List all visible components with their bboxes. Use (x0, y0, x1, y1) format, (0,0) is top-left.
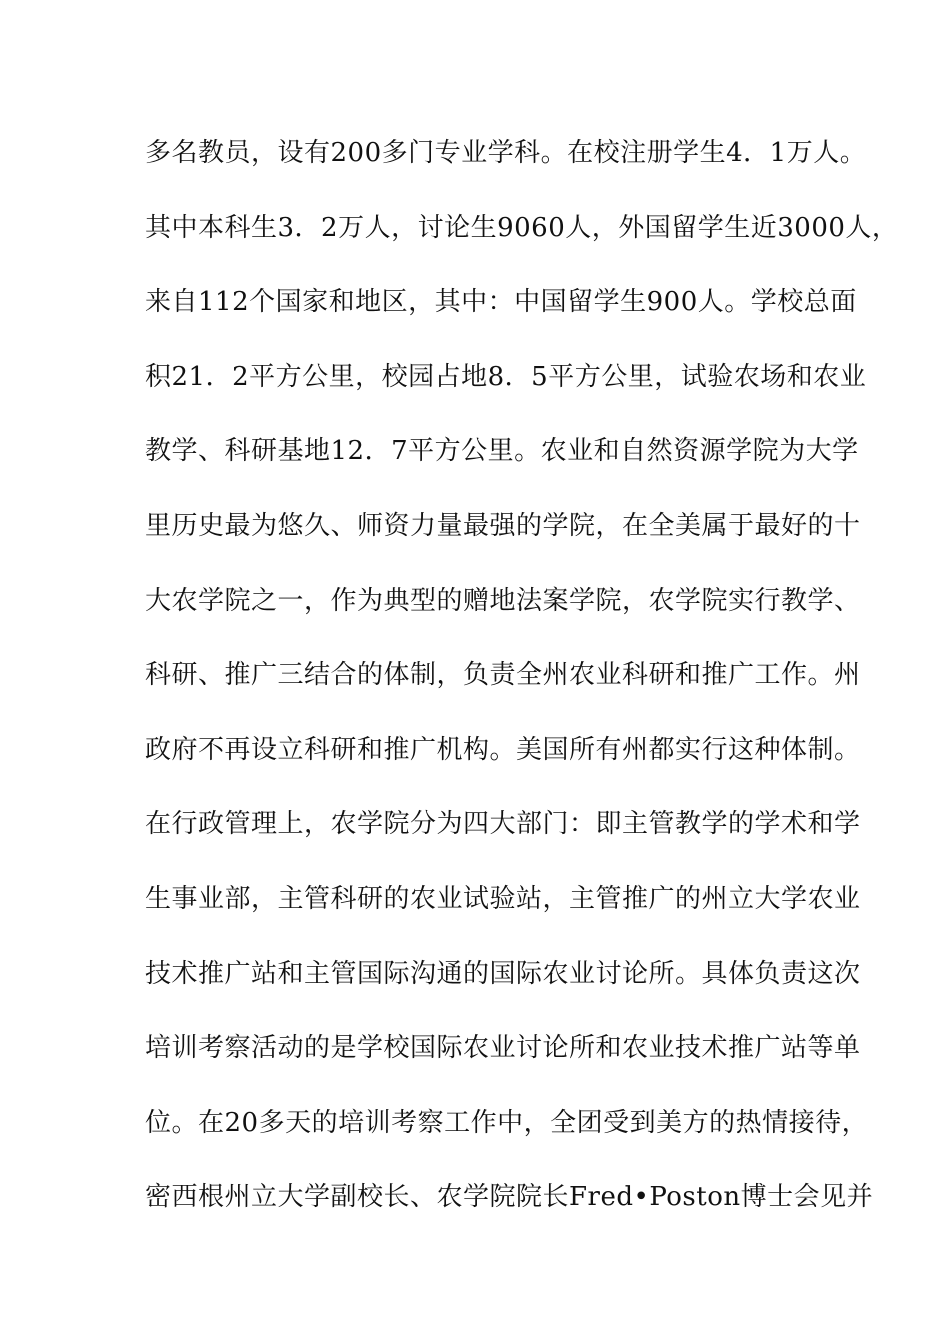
text-line: 位。在20多天的培训考察工作中，全团受到美方的热情接待， (145, 1107, 869, 1138)
text-line: 培训考察活动的是学校国际农业讨论所和农业技术推广站等单 (145, 1033, 861, 1064)
text-line: 教学、科研基地12．7平方公里。农业和自然资源学院为大学 (145, 436, 859, 467)
text-line: 技术推广站和主管国际沟通的国际农业讨论所。具体负责这次 (145, 958, 861, 989)
text-line: 来自112个国家和地区，其中：中国留学生900人。学校总面 (145, 287, 857, 318)
text-line: 多名教员，设有200多门专业学科。在校注册学生4．1万人。 (145, 138, 867, 168)
text-line: 政府不再设立科研和推广机构。美国所有州都实行这种体制。 (145, 734, 861, 765)
body-text (145, 130, 899, 1249)
text-line: 积21．2平方公里，校园占地8．5平方公里，试验农场和农业 (145, 361, 867, 392)
text-line: 生事业部，主管科研的农业试验站，主管推广的州立大学农业 (145, 883, 861, 914)
text-line: 密西根州立大学副校长、农学院院长Fred•Poston博士会见并 (145, 1182, 874, 1213)
text-line: 科研、推广三结合的体制，负责全州农业科研和推广工作。州 (145, 660, 861, 691)
text-line: 其中本科生3．2万人，讨论生9060人，外国留学生近3000人， (145, 212, 899, 243)
text-line: 大农学院之一，作为典型的赠地法案学院，农学院实行教学、 (145, 585, 861, 616)
text-line: 里历史最为悠久、师资力量最强的学院，在全美属于最好的十 (145, 510, 861, 541)
text-line: 在行政管理上，农学院分为四大部门：即主管教学的学术和学 (145, 809, 861, 840)
